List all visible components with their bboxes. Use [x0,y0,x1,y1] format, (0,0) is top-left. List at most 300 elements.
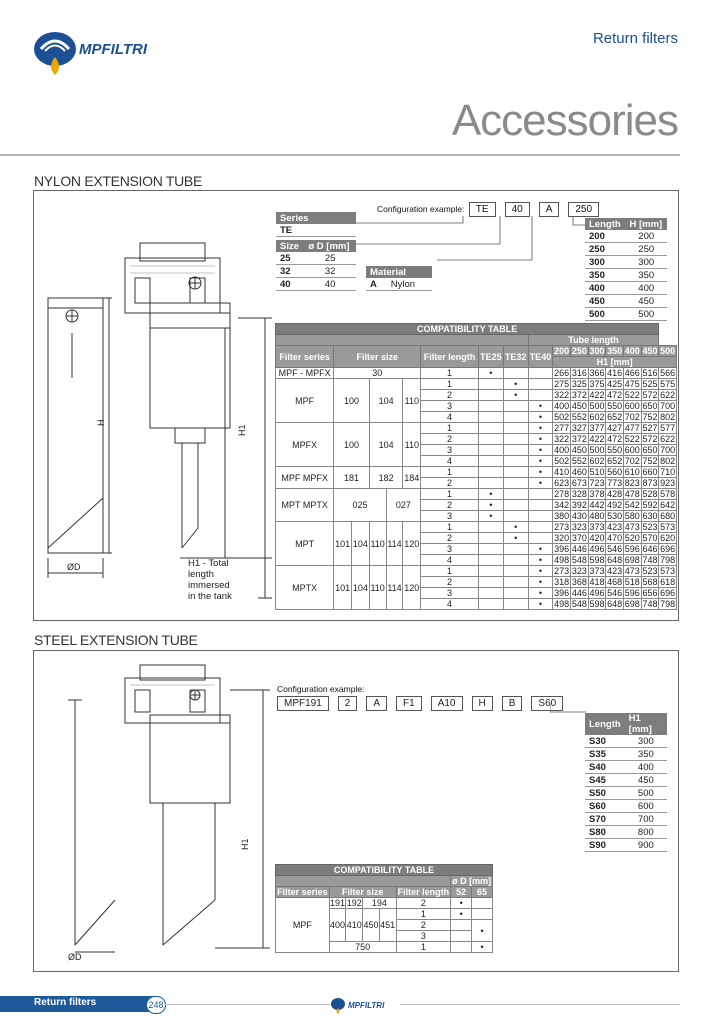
length-table: Length H [mm] 200 200 250 250 300 300 350 350 400 400 450 450 500 500 [585,218,667,321]
h1-value: 798 [660,599,676,609]
h1-value: 577 [660,423,676,433]
h1-value: 273 [554,566,570,576]
h1-value: 600 [624,401,640,411]
length-row [585,243,667,256]
filter-length: 3 [421,511,479,522]
config-example: Configuration example: TE 40 A 250 [377,202,608,217]
h1-value: 748 [642,599,658,609]
filter-length: 2 [421,577,479,588]
od-cell [451,942,472,953]
filter-length: 3 [421,401,479,412]
h1-value: 798 [660,555,676,565]
filter-length: 1 [421,423,479,434]
filter-length: 1 [396,909,451,920]
te-cell [503,478,528,489]
h1-value: 466 [624,368,640,378]
length-value: 350 [625,269,667,282]
te-cell [478,544,503,555]
h1-value: 368 [571,577,587,587]
length-code: S40 [585,761,625,774]
length-code: 400 [585,282,625,295]
te-cell: • [528,423,553,434]
h1-value: 472 [607,390,623,400]
footer-section: Return filters [34,997,97,1008]
length-code: 450 [585,295,625,308]
h1-value: 602 [589,456,605,466]
h1-value: 802 [660,412,676,422]
filter-series: MPF [276,379,334,423]
h1-value: 552 [571,412,587,422]
h1-value: 502 [554,456,570,466]
svg-text:H1: H1 [237,424,247,436]
te-cell: • [528,445,553,456]
h1-value: 375 [589,379,605,389]
filter-size: 114 [386,566,403,610]
h1-value: 460 [571,467,587,477]
length-row [585,282,667,295]
svg-text:H1: H1 [240,838,250,850]
h1-value: 496 [589,544,605,554]
compat-title: COMPATIBILITY TABLE [276,865,493,876]
filter-length: 3 [421,544,479,555]
h1-value: 396 [554,544,570,554]
h1-value: 373 [589,522,605,532]
od-cell [472,898,493,909]
len-header: 300 [589,346,605,356]
h1-value: 620 [660,533,676,543]
h1-value: 550 [607,401,623,411]
te-cell: • [528,566,553,577]
h1-value: 752 [642,412,658,422]
h1-value: 548 [571,599,587,609]
h1-value: 410 [554,467,570,477]
h1-value: 696 [660,544,676,554]
h1-value: 656 [642,588,658,598]
h1-value: 400 [554,445,570,455]
length-row [585,295,667,308]
length-row [585,761,667,774]
filter-size: 027 [386,489,421,522]
h1-value: 498 [554,555,570,565]
length-code: S90 [585,839,625,852]
h1-value: 475 [624,379,640,389]
length-row [585,735,667,748]
h1-value: 396 [554,588,570,598]
h1-value: 442 [589,500,605,510]
length-code: 300 [585,256,625,269]
te-cell [503,566,528,577]
h1-value: 630 [642,511,658,521]
te-cell [503,500,528,511]
length-row [585,748,667,761]
h1-value: 446 [571,544,587,554]
te-cell [478,522,503,533]
h1-value: 380 [554,511,570,521]
h1-value: 673 [571,478,587,488]
length-row [585,813,667,826]
h1-value: 400 [554,401,570,411]
filter-size: 400 [329,909,346,942]
length-value: 400 [625,282,667,295]
length-value: 400 [625,761,667,774]
te-cell [503,434,528,445]
h1-value: 322 [554,390,570,400]
filter-length: 2 [421,434,479,445]
h1-value: 572 [642,434,658,444]
te-cell [503,467,528,478]
h1-value: 523 [642,522,658,532]
h1-value: 600 [624,445,640,455]
h1-value: 680 [660,511,676,521]
h1-value: 823 [624,478,640,488]
te-cell [478,533,503,544]
length-code: S70 [585,813,625,826]
h1-value: 450 [571,401,587,411]
filter-size: 110 [369,522,386,566]
h1-value: 527 [642,423,658,433]
h1-value: 548 [571,555,587,565]
filter-size: 410 [346,909,363,942]
filter-length: 2 [421,500,479,511]
length-row [585,839,667,852]
h1-value: 277 [554,423,570,433]
h1-value: 518 [624,577,640,587]
filter-size: 192 [346,898,362,908]
te-cell: • [478,500,503,511]
h1-value: 618 [660,577,676,587]
filter-size: 30 [334,368,421,379]
compat-row [276,522,677,533]
h1-value: 425 [607,379,623,389]
length-value: 450 [625,295,667,308]
h1-value: 623 [554,478,570,488]
te-cell [503,599,528,610]
filter-length: 2 [396,898,451,909]
h1-value: 546 [607,588,623,598]
te-cell: • [528,577,553,588]
filter-length: 1 [421,522,479,533]
h1-value: 510 [589,467,605,477]
filter-size: 104 [369,423,403,467]
h1-value: 323 [571,522,587,532]
te-header: TE40 [528,346,553,368]
h1-value: 325 [571,379,587,389]
filter-size: 100 [334,423,369,467]
te-cell: • [528,599,553,610]
h1-value: 572 [642,390,658,400]
steel-tube-drawing [40,660,270,965]
h1-value: 446 [571,588,587,598]
steel-compatibility-table [275,864,493,953]
h1-value: 560 [607,467,623,477]
filter-size: 184 [403,467,421,489]
h1-value: 430 [571,511,587,521]
h1-value: 650 [642,445,658,455]
te-cell [503,401,528,412]
h1-value: 422 [589,434,605,444]
filter-length: 4 [421,456,479,467]
od-cell [451,920,472,931]
filter-size: 120 [403,566,421,610]
filter-size: 750 [329,942,396,953]
te-cell [478,401,503,412]
filter-length: 1 [421,467,479,478]
te-cell [478,599,503,610]
te-cell [503,511,528,522]
series-header: Filter series [277,887,328,897]
te-cell [503,445,528,456]
filter-size: 191 [330,898,346,908]
h1-value: 752 [642,456,658,466]
te-cell: • [528,467,553,478]
filter-length: 2 [396,920,451,931]
te-cell [478,434,503,445]
h1-value: 552 [571,456,587,466]
length-value: 500 [625,787,667,800]
filter-size: 100 [334,379,369,423]
h1-value: 598 [589,599,605,609]
h1-value: 423 [607,566,623,576]
h1-value: 373 [589,566,605,576]
h1-value: 570 [642,533,658,543]
h1-value: 323 [571,566,587,576]
size-header: Filter size [329,887,396,898]
compat-row [276,566,677,577]
filter-length: 2 [421,478,479,489]
h1-value: 318 [554,577,570,587]
od-cell: • [472,942,493,953]
te-cell [528,390,553,401]
te-cell: • [528,401,553,412]
length-value: 800 [625,826,667,839]
tube-length-header: Tube length [528,335,659,346]
h1-value: 696 [660,588,676,598]
te-cell [478,566,503,577]
length-code: S60 [585,800,625,813]
length-code: S45 [585,774,625,787]
h1-value: 748 [642,555,658,565]
h1-value: 372 [571,390,587,400]
h1-value: 702 [624,412,640,422]
filter-series: MPF - MPFX [276,368,334,379]
h1-value: 473 [624,566,640,576]
te-cell: • [503,379,528,390]
h1-value: 622 [660,390,676,400]
te-cell [528,379,553,390]
size-header: Filter size [334,346,421,368]
h1-value: 648 [607,555,623,565]
filter-size: 451 [379,909,396,942]
h1-value: 523 [642,566,658,576]
h1-value: 342 [554,500,570,510]
h1-value: 642 [660,500,676,510]
h1-value: 473 [624,522,640,532]
svg-text:MPFILTRI: MPFILTRI [79,41,148,58]
h1-value: 700 [660,445,676,455]
h1-value: 528 [642,489,658,499]
od-cell [472,909,493,920]
filter-size: 101 [334,522,352,566]
length-code: 200 [585,230,625,243]
divider [0,154,680,156]
length-header: Filter length [397,887,450,897]
h1-value: 652 [607,456,623,466]
h1-value: 472 [607,434,623,444]
h1-value: 700 [660,401,676,411]
te-cell [478,588,503,599]
te-cell: • [503,533,528,544]
od-cell: • [472,920,493,942]
filter-size: 110 [403,379,421,423]
h1-value: 873 [642,478,658,488]
te-cell: • [503,522,528,533]
h1-value: 477 [624,423,640,433]
od-header: ø D [mm] [452,876,492,886]
h1-value: 923 [660,478,676,488]
filter-length: 3 [396,931,451,942]
nylon-section-title: NYLON EXTENSION TUBE [34,173,203,189]
te-cell: • [528,555,553,566]
te-cell [503,368,528,379]
filter-series: MPTX [276,566,334,610]
steel-config-label: Configuration example: [277,684,365,694]
svg-text:MPFILTRI: MPFILTRI [348,1001,385,1010]
h1-value: 520 [624,533,640,543]
te-cell [528,500,553,511]
nylon-tube-drawing [40,238,272,608]
length-row [585,774,667,787]
h1-value: 366 [589,368,605,378]
h1-value: 427 [607,423,623,433]
filter-size: 194 [363,898,396,909]
footer-logo [330,996,400,1014]
h1-value: 542 [624,500,640,510]
filter-length: 1 [421,368,479,379]
h1-value: 522 [624,390,640,400]
h1-value: 550 [607,445,623,455]
series-header: Filter series [276,346,334,368]
te-cell [478,412,503,423]
filter-length: 4 [421,599,479,610]
h1-header: H1 [mm] [553,357,677,368]
te-cell [503,588,528,599]
svg-text:H: H [96,419,106,426]
length-value: 500 [625,308,667,321]
filter-size: 104 [369,379,403,423]
h1-value: 392 [571,500,587,510]
length-code: S35 [585,748,625,761]
compat-title: COMPATIBILITY TABLE [276,324,659,335]
h1-value: 328 [571,489,587,499]
filter-length: 3 [421,445,479,456]
filter-size: 104 [352,522,370,566]
h1-value: 378 [589,489,605,499]
steel-length-table: Length H1 [mm] S30 300 S35 350 S40 400 S45 450 S50 500 S60 600 S70 700 S80 800 S90 900 [585,713,667,852]
h1-note: H1 - Total length immersed in the tank [188,558,232,602]
te-cell [528,522,553,533]
length-row [585,800,667,813]
h1-value: 573 [660,566,676,576]
length-code: 500 [585,308,625,321]
h1-value: 320 [554,533,570,543]
te-cell [503,555,528,566]
compat-row [276,368,677,379]
te-cell: • [528,412,553,423]
section-label: Return filters [592,30,678,47]
h1-value: 622 [660,434,676,444]
te-cell [478,390,503,401]
length-row [585,269,667,282]
od-cell [451,931,472,942]
h1-value: 450 [571,445,587,455]
te-cell [503,577,528,588]
length-value: 300 [625,735,667,748]
h1-value: 573 [660,522,676,532]
od-cell: • [451,898,472,909]
filter-length: 3 [421,588,479,599]
filter-series: MPF MPFX [276,467,334,489]
len-header: 500 [660,346,676,356]
h1-value: 516 [642,368,658,378]
h1-value: 652 [607,412,623,422]
h1-value: 322 [554,434,570,444]
te-cell [478,379,503,390]
h1-value: 650 [642,401,658,411]
filter-length: 1 [396,942,451,953]
nylon-compatibility-table [275,323,677,610]
filter-size: 450 [363,909,380,942]
steel-section-title: STEEL EXTENSION TUBE [34,632,198,648]
length-code: 350 [585,269,625,282]
h1-value: 478 [624,489,640,499]
h1-value: 372 [571,434,587,444]
h1-value: 802 [660,456,676,466]
h1-value: 773 [607,478,623,488]
h1-value: 418 [589,577,605,587]
od-col: 65 [472,887,493,898]
series-table: Series TE [276,212,356,237]
od-cell: • [451,909,472,920]
te-cell [528,489,553,500]
length-value: 600 [625,800,667,813]
filter-size: 110 [403,423,421,467]
length-value: 700 [625,813,667,826]
te-cell: • [528,456,553,467]
h1-value: 377 [589,423,605,433]
filter-size: 182 [369,467,403,489]
footer-rule [165,1004,680,1005]
h1-value: 546 [607,544,623,554]
h1-value: 416 [607,368,623,378]
te-cell [528,368,553,379]
compat-row [276,423,677,434]
h1-value: 428 [607,489,623,499]
len-header: 450 [642,346,658,356]
h1-value: 660 [642,467,658,477]
filter-size: 114 [386,522,403,566]
filter-length: 2 [421,390,479,401]
filter-series: MPT MPTX [276,489,334,522]
h1-value: 646 [642,544,658,554]
h1-value: 273 [554,522,570,532]
h1-value: 592 [642,500,658,510]
te-cell: • [528,434,553,445]
compat-row [276,489,677,500]
h1-value: 420 [589,533,605,543]
h1-value: 568 [642,577,658,587]
h1-value: 648 [607,599,623,609]
page-number: 248 [146,996,166,1014]
